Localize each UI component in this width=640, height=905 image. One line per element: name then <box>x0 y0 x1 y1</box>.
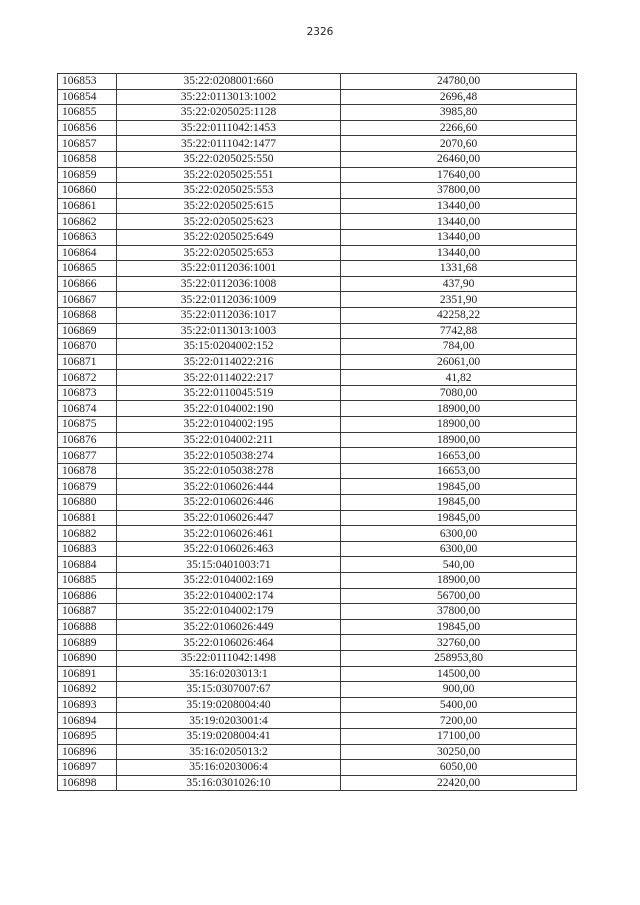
row-number-cell: 106880 <box>58 495 117 511</box>
cadastral-number-cell: 35:22:0110045:519 <box>117 385 341 401</box>
row-number-cell: 106863 <box>58 229 117 245</box>
cadastral-number-cell: 35:22:0114022:216 <box>117 354 341 370</box>
cadastral-number-cell: 35:22:0112036:1017 <box>117 307 341 323</box>
value-cell: 3985,80 <box>341 105 577 121</box>
row-number-cell: 106884 <box>58 557 117 573</box>
cadastral-number-cell: 35:22:0106026:463 <box>117 541 341 557</box>
row-number-cell: 106876 <box>58 432 117 448</box>
cadastral-number-cell: 35:16:0301026:10 <box>117 775 341 791</box>
table-row <box>58 682 577 698</box>
row-number-cell: 106879 <box>58 479 117 495</box>
row-number-cell: 106853 <box>58 74 117 90</box>
cadastral-number-cell: 35:22:0208001:660 <box>117 74 341 90</box>
table-row <box>58 728 577 744</box>
cadastral-number-cell: 35:22:0104002:211 <box>117 432 341 448</box>
value-cell: 37800,00 <box>341 604 577 620</box>
table-row <box>58 557 577 573</box>
table-row <box>58 448 577 464</box>
value-cell: 1331,68 <box>341 261 577 277</box>
value-cell: 5400,00 <box>341 697 577 713</box>
cadastral-number-cell: 35:22:0104002:190 <box>117 401 341 417</box>
cadastral-number-cell: 35:22:0205025:615 <box>117 198 341 214</box>
row-number-cell: 106865 <box>58 261 117 277</box>
table-row <box>58 619 577 635</box>
table-row <box>58 463 577 479</box>
table-row <box>58 136 577 152</box>
value-cell: 37800,00 <box>341 183 577 199</box>
cadastral-number-cell: 35:22:0113013:1003 <box>117 323 341 339</box>
cadastral-number-cell: 35:19:0203001:4 <box>117 713 341 729</box>
row-number-cell: 106881 <box>58 510 117 526</box>
cadastral-number-cell: 35:22:0105038:278 <box>117 463 341 479</box>
value-cell: 18900,00 <box>341 573 577 589</box>
row-number-cell: 106878 <box>58 463 117 479</box>
cadastral-number-cell: 35:22:0111042:1477 <box>117 136 341 152</box>
table-row <box>58 588 577 604</box>
cadastral-number-cell: 35:22:0112036:1008 <box>117 276 341 292</box>
value-cell: 540,00 <box>341 557 577 573</box>
table-row <box>58 760 577 776</box>
value-cell: 2351,90 <box>341 292 577 308</box>
table-row <box>58 151 577 167</box>
row-number-cell: 106892 <box>58 682 117 698</box>
table-row <box>58 495 577 511</box>
row-number-cell: 106871 <box>58 354 117 370</box>
row-number-cell: 106857 <box>58 136 117 152</box>
cadastral-number-cell: 35:22:0104002:169 <box>117 573 341 589</box>
cadastral-number-cell: 35:15:0401003:71 <box>117 557 341 573</box>
cadastral-number-cell: 35:16:0203013:1 <box>117 666 341 682</box>
value-cell: 17640,00 <box>341 167 577 183</box>
value-cell: 17100,00 <box>341 728 577 744</box>
cadastral-number-cell: 35:22:0205025:653 <box>117 245 341 261</box>
table-row <box>58 650 577 666</box>
value-cell: 19845,00 <box>341 510 577 526</box>
cadastral-number-cell: 35:15:0204002:152 <box>117 339 341 355</box>
value-cell: 26061,00 <box>341 354 577 370</box>
row-number-cell: 106868 <box>58 307 117 323</box>
value-cell: 19845,00 <box>341 619 577 635</box>
table-row <box>58 89 577 105</box>
cadastral-number-cell: 35:22:0112036:1009 <box>117 292 341 308</box>
row-number-cell: 106897 <box>58 760 117 776</box>
row-number-cell: 106895 <box>58 728 117 744</box>
value-cell: 2070,60 <box>341 136 577 152</box>
table-row <box>58 479 577 495</box>
row-number-cell: 106877 <box>58 448 117 464</box>
table-row <box>58 105 577 121</box>
row-number-cell: 106893 <box>58 697 117 713</box>
row-number-cell: 106872 <box>58 370 117 386</box>
value-cell: 18900,00 <box>341 432 577 448</box>
table-row <box>58 573 577 589</box>
value-cell: 2266,60 <box>341 120 577 136</box>
row-number-cell: 106894 <box>58 713 117 729</box>
cadastral-number-cell: 35:22:0106026:464 <box>117 635 341 651</box>
table-row <box>58 167 577 183</box>
cadastral-number-cell: 35:22:0114022:217 <box>117 370 341 386</box>
row-number-cell: 106891 <box>58 666 117 682</box>
table-row <box>58 307 577 323</box>
cadastral-number-cell: 35:22:0205025:623 <box>117 214 341 230</box>
table-row <box>58 666 577 682</box>
value-cell: 7742,88 <box>341 323 577 339</box>
value-cell: 42258,22 <box>341 307 577 323</box>
row-number-cell: 106888 <box>58 619 117 635</box>
row-number-cell: 106867 <box>58 292 117 308</box>
row-number-cell: 106887 <box>58 604 117 620</box>
value-cell: 2696,48 <box>341 89 577 105</box>
table-row <box>58 74 577 90</box>
cadastral-number-cell: 35:22:0106026:461 <box>117 526 341 542</box>
value-cell: 30250,00 <box>341 744 577 760</box>
table-row <box>58 432 577 448</box>
row-number-cell: 106885 <box>58 573 117 589</box>
value-cell: 13440,00 <box>341 229 577 245</box>
value-cell: 13440,00 <box>341 198 577 214</box>
cadastral-number-cell: 35:22:0205025:550 <box>117 151 341 167</box>
value-cell: 18900,00 <box>341 417 577 433</box>
table-row <box>58 385 577 401</box>
value-cell: 258953,80 <box>341 650 577 666</box>
value-cell: 26460,00 <box>341 151 577 167</box>
table-row <box>58 214 577 230</box>
row-number-cell: 106855 <box>58 105 117 121</box>
table-row <box>58 541 577 557</box>
row-number-cell: 106870 <box>58 339 117 355</box>
row-number-cell: 106874 <box>58 401 117 417</box>
row-number-cell: 106858 <box>58 151 117 167</box>
row-number-cell: 106859 <box>58 167 117 183</box>
table-row <box>58 229 577 245</box>
value-cell: 24780,00 <box>341 74 577 90</box>
table-row <box>58 697 577 713</box>
cadastral-number-cell: 35:22:0113013:1002 <box>117 89 341 105</box>
table-row <box>58 183 577 199</box>
table-row <box>58 261 577 277</box>
value-cell: 41,82 <box>341 370 577 386</box>
cadastral-number-cell: 35:22:0205025:1128 <box>117 105 341 121</box>
page-number: 2326 <box>306 26 334 38</box>
value-cell: 7200,00 <box>341 713 577 729</box>
table-row <box>58 120 577 136</box>
row-number-cell: 106854 <box>58 89 117 105</box>
table-row <box>58 713 577 729</box>
value-cell: 6300,00 <box>341 541 577 557</box>
value-cell: 900,00 <box>341 682 577 698</box>
registry-table <box>57 73 577 791</box>
registry-table-body <box>58 74 577 791</box>
table-row <box>58 245 577 261</box>
table-row <box>58 744 577 760</box>
value-cell: 784,00 <box>341 339 577 355</box>
row-number-cell: 106890 <box>58 650 117 666</box>
value-cell: 6050,00 <box>341 760 577 776</box>
cadastral-number-cell: 35:22:0205025:553 <box>117 183 341 199</box>
cadastral-number-cell: 35:22:0106026:446 <box>117 495 341 511</box>
cadastral-number-cell: 35:19:0208004:40 <box>117 697 341 713</box>
table-row <box>58 417 577 433</box>
cadastral-number-cell: 35:22:0104002:195 <box>117 417 341 433</box>
row-number-cell: 106860 <box>58 183 117 199</box>
cadastral-number-cell: 35:22:0112036:1001 <box>117 261 341 277</box>
table-row <box>58 276 577 292</box>
row-number-cell: 106886 <box>58 588 117 604</box>
table-row <box>58 354 577 370</box>
value-cell: 19845,00 <box>341 479 577 495</box>
cadastral-number-cell: 35:16:0203006:4 <box>117 760 341 776</box>
value-cell: 22420,00 <box>341 775 577 791</box>
row-number-cell: 106883 <box>58 541 117 557</box>
value-cell: 7080,00 <box>341 385 577 401</box>
value-cell: 19845,00 <box>341 495 577 511</box>
table-row <box>58 198 577 214</box>
cadastral-number-cell: 35:22:0104002:179 <box>117 604 341 620</box>
cadastral-number-cell: 35:22:0106026:447 <box>117 510 341 526</box>
value-cell: 437,90 <box>341 276 577 292</box>
table-row <box>58 401 577 417</box>
cadastral-number-cell: 35:22:0111042:1498 <box>117 650 341 666</box>
table-row <box>58 604 577 620</box>
row-number-cell: 106864 <box>58 245 117 261</box>
cadastral-number-cell: 35:15:0307007:67 <box>117 682 341 698</box>
row-number-cell: 106862 <box>58 214 117 230</box>
value-cell: 32760,00 <box>341 635 577 651</box>
table-row <box>58 635 577 651</box>
value-cell: 13440,00 <box>341 214 577 230</box>
row-number-cell: 106898 <box>58 775 117 791</box>
value-cell: 16653,00 <box>341 463 577 479</box>
table-row <box>58 370 577 386</box>
cadastral-number-cell: 35:16:0205013:2 <box>117 744 341 760</box>
cadastral-number-cell: 35:22:0205025:551 <box>117 167 341 183</box>
cadastral-number-cell: 35:22:0111042:1453 <box>117 120 341 136</box>
value-cell: 16653,00 <box>341 448 577 464</box>
value-cell: 56700,00 <box>341 588 577 604</box>
row-number-cell: 106861 <box>58 198 117 214</box>
row-number-cell: 106856 <box>58 120 117 136</box>
row-number-cell: 106873 <box>58 385 117 401</box>
table-row <box>58 323 577 339</box>
table-row <box>58 292 577 308</box>
value-cell: 13440,00 <box>341 245 577 261</box>
row-number-cell: 106866 <box>58 276 117 292</box>
cadastral-number-cell: 35:22:0104002:174 <box>117 588 341 604</box>
cadastral-number-cell: 35:22:0106026:449 <box>117 619 341 635</box>
value-cell: 6300,00 <box>341 526 577 542</box>
cadastral-number-cell: 35:22:0105038:274 <box>117 448 341 464</box>
row-number-cell: 106896 <box>58 744 117 760</box>
value-cell: 18900,00 <box>341 401 577 417</box>
table-row <box>58 510 577 526</box>
cadastral-number-cell: 35:22:0205025:649 <box>117 229 341 245</box>
value-cell: 14500,00 <box>341 666 577 682</box>
row-number-cell: 106889 <box>58 635 117 651</box>
cadastral-number-cell: 35:22:0106026:444 <box>117 479 341 495</box>
row-number-cell: 106882 <box>58 526 117 542</box>
table-row <box>58 775 577 791</box>
row-number-cell: 106875 <box>58 417 117 433</box>
table-row <box>58 526 577 542</box>
cadastral-number-cell: 35:19:0208004:41 <box>117 728 341 744</box>
row-number-cell: 106869 <box>58 323 117 339</box>
table-row <box>58 339 577 355</box>
